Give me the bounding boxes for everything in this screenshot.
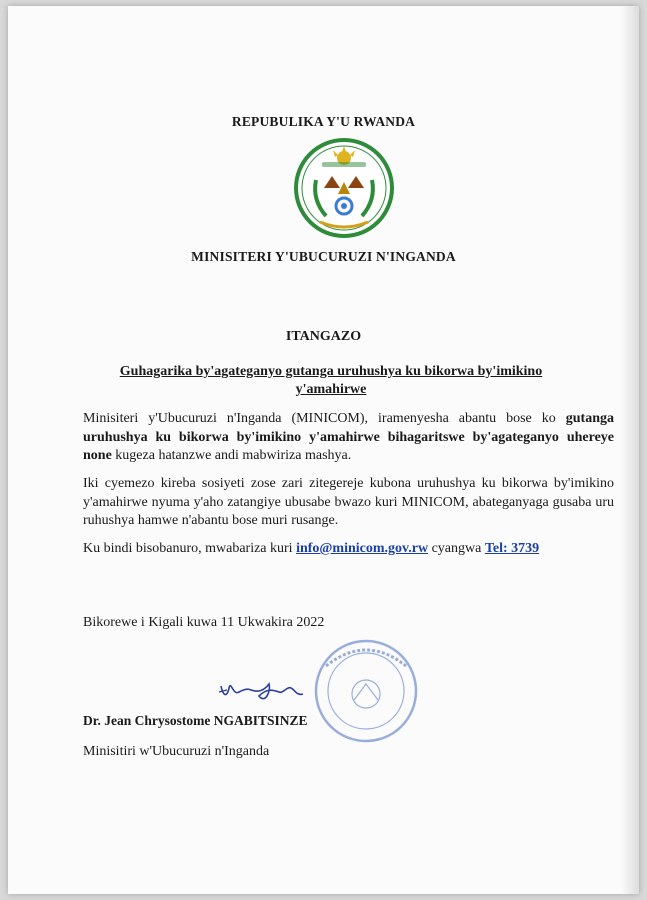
- paragraph-contact: [83, 540, 614, 559]
- document-page: [8, 6, 639, 894]
- paragraph-text: Minisiteri y'Ubucuruzi n'Inganda (MINICOM), iramenyesha abantu bose ko: [83, 411, 566, 426]
- ministry-heading: MINISITERI Y'UBUCURUZI N'INGANDA: [191, 249, 456, 264]
- paragraph-text: cyangwa: [428, 541, 485, 556]
- rwanda-coat-of-arms-icon: [292, 136, 396, 240]
- paragraph-text: Ku bindi bisobanuro, mwabariza kuri: [83, 541, 297, 556]
- phone-link[interactable]: Tel: 3739: [484, 541, 540, 556]
- signer-title: Minisitiri w'Ubucuruzi n'Inganda: [83, 744, 270, 759]
- paragraph-scope: Iki cyemezo kireba sosiyeti zose zari zitegereje kubona uruhushya ku bikorwa by'imikino y'amahirwe nyuma y'aho zatangiye ubusabe bwazo kuri MINICOM, abateganyaga gusaba uru ruhushya hamwe n'abantu bose muri rusange.: [83, 476, 614, 528]
- republic-heading: REPUBULIKA Y'U RWANDA: [231, 114, 416, 129]
- email-link[interactable]: info@minicom.gov.rw: [296, 541, 429, 556]
- handwritten-signature-icon: [213, 666, 323, 711]
- page-edge-shadow: [621, 6, 639, 894]
- paragraph-bold-text: gutanga uruhushya ku bikorwa by'imikino y'amahirwe bihagaritswe by'agateganyo uhereye none: [83, 411, 614, 463]
- date-line: Bikorewe i Kigali kuwa 11 Ukwakira 2022: [83, 615, 325, 630]
- notice-subject: Guhagarika by'agateganyo gutanga uruhushya ku bikorwa by'imikino y'amahirwe: [119, 364, 543, 397]
- paragraph-announcement: [83, 410, 614, 466]
- paragraph-text: kugeza hatanzwe andi mabwiriza mashya.: [111, 448, 352, 463]
- notice-title: ITANGAZO: [285, 329, 362, 344]
- signer-name: Dr. Jean Chrysostome NGABITSINZE: [83, 713, 308, 728]
